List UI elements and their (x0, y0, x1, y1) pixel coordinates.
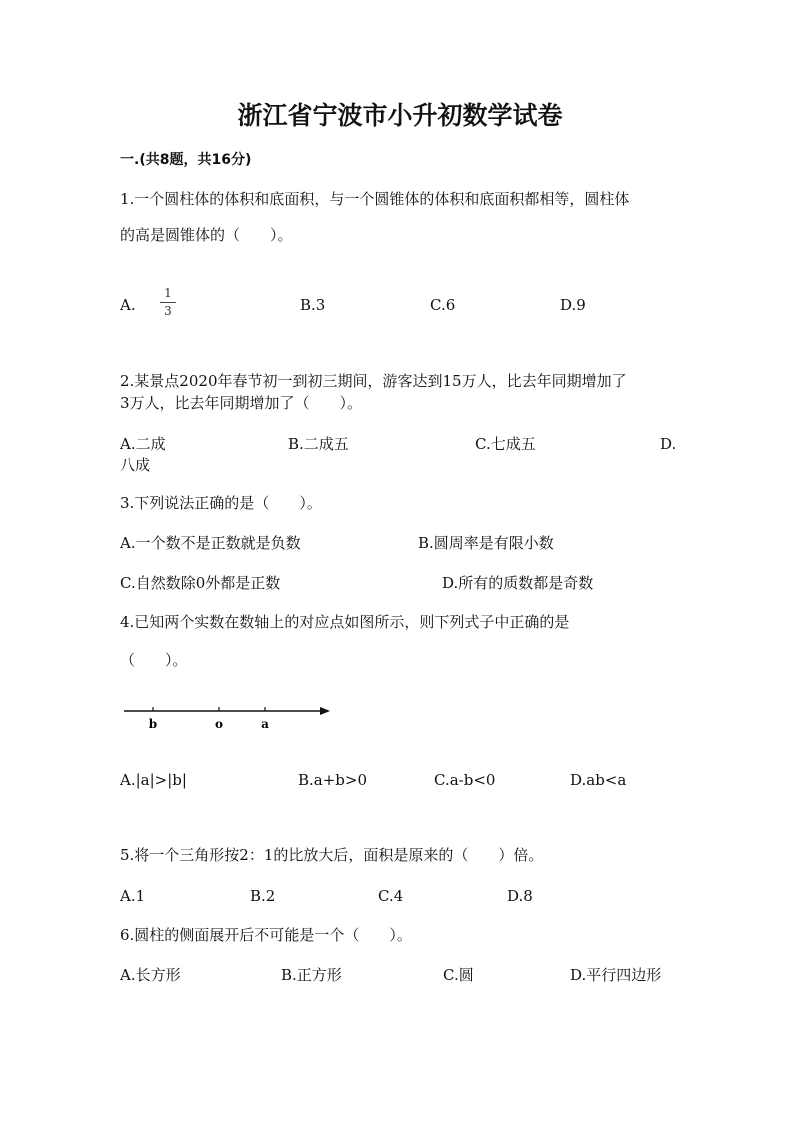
q5-option-a: A.1 (120, 887, 146, 905)
q2-stem-line2: 3万人，比去年同期增加了（ ）。 (120, 394, 363, 412)
q2-stem-line1: 2.某景点2020年春节初一到初三期间，游客达到15万人，比去年同期增加了 (120, 372, 627, 390)
q1-option-d: D.9 (560, 296, 586, 314)
q1-option-a-label: A. (120, 296, 136, 314)
axis-label-a: a (261, 717, 269, 731)
q1-stem-line1: 1.一个圆柱体的体积和底面积，与一个圆锥体的体积和底面积都相等，圆柱体 (120, 190, 630, 208)
q5-stem: 5.将一个三角形按2：1的比放大后，面积是原来的（ ）倍。 (120, 846, 544, 864)
q3-stem: 3.下列说法正确的是（ ）。 (120, 494, 322, 512)
exam-title: 浙江省宁波市小升初数学试卷 (237, 101, 563, 130)
q5-option-b: B.2 (250, 887, 276, 905)
q2-option-a: A.二成 (120, 435, 166, 453)
fraction-denominator: 3 (164, 304, 172, 318)
q6-option-b: B.正方形 (281, 966, 342, 984)
q3-option-d: D.所有的质数都是奇数 (442, 574, 594, 592)
q4-option-d: D.ab<a (570, 771, 627, 789)
q6-option-a: A.长方形 (120, 966, 181, 984)
number-line-diagram (118, 700, 338, 736)
fraction-bar (160, 302, 176, 303)
q4-option-b: B.a+b>0 (298, 771, 368, 789)
q1-option-b: B.3 (300, 296, 326, 314)
axis-label-b: b (148, 717, 158, 731)
q6-stem: 6.圆柱的侧面展开后不可能是一个（ ）。 (120, 926, 412, 944)
q4-stem-line2: （ ）。 (120, 651, 188, 669)
q1-option-a-fraction (160, 287, 176, 318)
q5-option-d: D.8 (507, 887, 533, 905)
fraction-numerator: 1 (164, 286, 172, 300)
q3-option-a: A.一个数不是正数就是负数 (120, 534, 301, 552)
q4-option-c: C.a-b<0 (434, 771, 496, 789)
q2-option-d-text: 八成 (120, 456, 151, 474)
q4-stem-line1: 4.已知两个实数在数轴上的对应点如图所示，则下列式子中正确的是 (120, 613, 570, 631)
q6-option-d: D.平行四边形 (570, 966, 662, 984)
section-heading: 一.(共8题，共16分) (120, 152, 252, 168)
q2-option-c: C.七成五 (475, 435, 536, 453)
q3-option-c: C.自然数除0外都是正数 (120, 574, 281, 592)
q3-option-b: B.圆周率是有限小数 (418, 534, 554, 552)
q6-option-c: C.圆 (443, 966, 474, 984)
q4-option-a: A.|a|>|b| (120, 771, 187, 789)
q5-option-c: C.4 (378, 887, 404, 905)
q1-stem-line2: 的高是圆锥体的（ ）。 (120, 226, 293, 244)
q2-option-b: B.二成五 (288, 435, 349, 453)
axis-label-o: o (214, 717, 224, 731)
q1-option-c: C.6 (430, 296, 456, 314)
number-line-arrow (320, 707, 330, 715)
q2-option-d-label: D. (660, 435, 677, 453)
